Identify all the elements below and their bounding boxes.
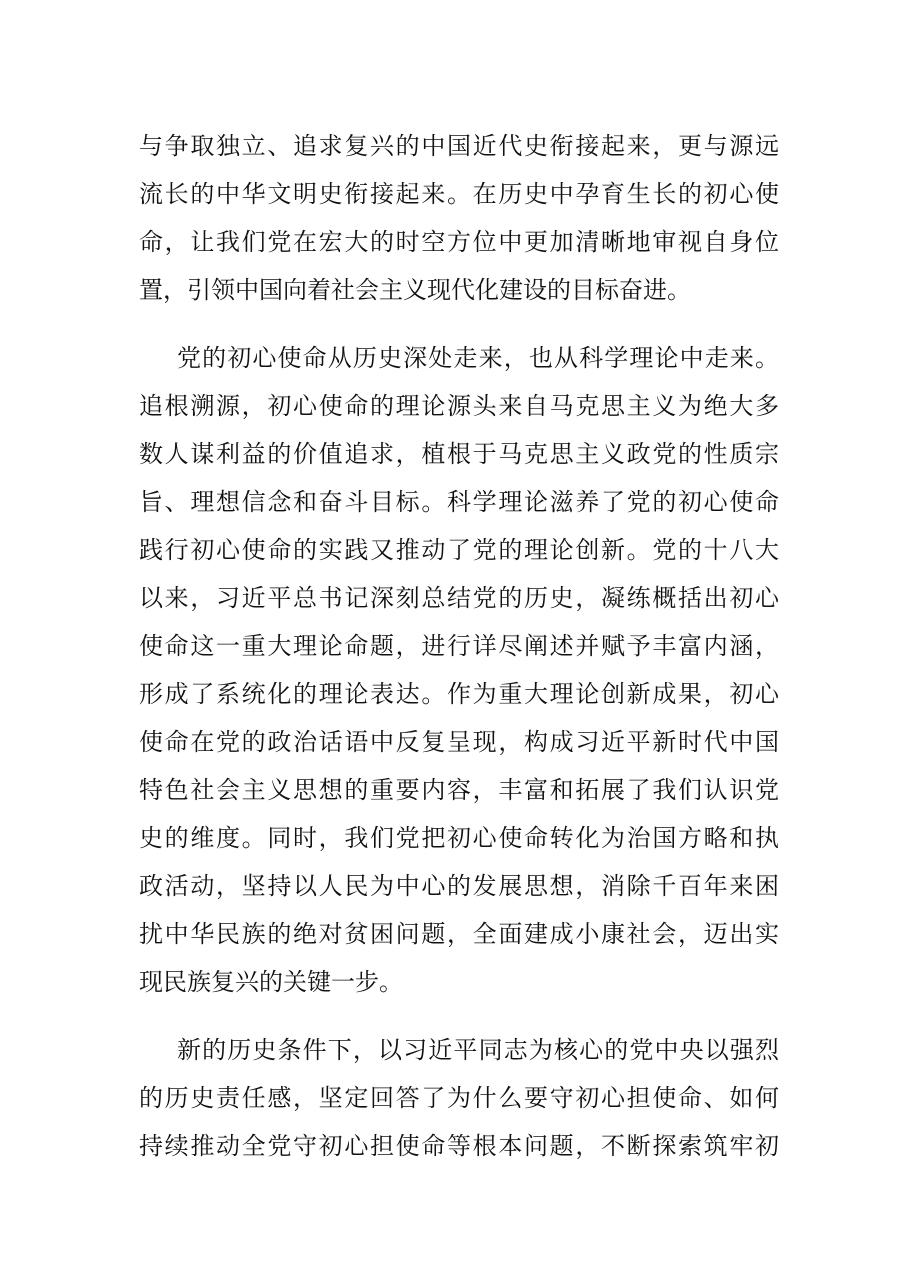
- text-line: 持续推动全党守初心担使命等根本问题，不断探索筑牢初: [139, 1132, 779, 1160]
- text-line: 践行初心使命的实践又推动了党的理论创新。党的十八大: [139, 536, 779, 564]
- text-line: 使命这一重大理论命题，进行详尽阐述并赋予丰富内涵，: [139, 632, 779, 660]
- text-line: 追根溯源，初心使命的理论源头来自马克思主义为绝大多: [139, 392, 779, 420]
- text-line: 数人谋利益的价值追求，植根于马克思主义政党的性质宗: [139, 440, 779, 468]
- text-line: 与争取独立、追求复兴的中国近代史衔接起来，更与源远: [139, 132, 779, 160]
- text-line: 特色社会主义思想的重要内容，丰富和拓展了我们认识党: [139, 776, 779, 804]
- text-line: 史的维度。同时，我们党把初心使命转化为治国方略和执: [139, 824, 779, 852]
- text-line: 置，引领中国向着社会主义现代化建设的目标奋进。: [139, 276, 691, 304]
- paragraph-spacer: [139, 314, 779, 334]
- text-line: 的历史责任感，坚定回答了为什么要守初心担使命、如何: [139, 1084, 779, 1112]
- text-line: 命，让我们党在宏大的时空方位中更加清晰地审视自身位: [139, 228, 779, 256]
- text-line: 以来，习近平总书记深刻总结党的历史，凝练概括出初心: [139, 584, 779, 612]
- text-line: 扰中华民族的绝对贫困问题，全面建成小康社会，迈出实: [139, 920, 779, 948]
- text-line: 现民族复兴的关键一步。: [139, 968, 403, 996]
- text-line: 使命在党的政治话语中反复呈现，构成习近平新时代中国: [139, 728, 779, 756]
- body-text: [139, 122, 779, 1170]
- text-line: 形成了系统化的理论表达。作为重大理论创新成果，初心: [139, 680, 779, 708]
- text-line: 新的历史条件下，以习近平同志为核心的党中央以强烈: [177, 1036, 779, 1064]
- paragraph-3: [139, 1026, 779, 1170]
- text-line: 党的初心使命从历史深处走来，也从科学理论中走来。: [177, 344, 779, 372]
- text-line: 政活动，坚持以人民为中心的发展思想，消除千百年来困: [139, 872, 779, 900]
- text-line: 流长的中华文明史衔接起来。在历史中孕育生长的初心使: [139, 180, 779, 208]
- text-line: 旨、理想信念和奋斗目标。科学理论滋养了党的初心使命: [139, 488, 779, 516]
- paragraph-1: [139, 122, 779, 314]
- paragraph-spacer: [139, 1006, 779, 1026]
- paragraph-2: [139, 334, 779, 1006]
